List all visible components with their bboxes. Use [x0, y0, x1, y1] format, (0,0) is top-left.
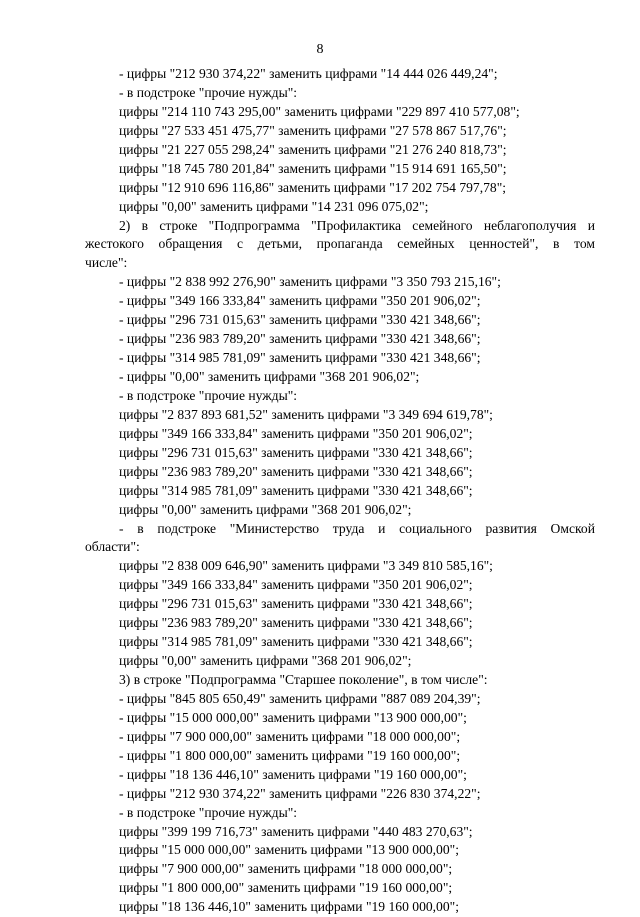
text-line: - в подстроке "прочие нужды": [119, 804, 298, 820]
text-line: цифры "0,00" заменить цифрами "368 201 906,02"; [119, 501, 412, 517]
text-line: цифры "18 136 446,10" заменить цифрами "19 160 000,00"; [119, 899, 459, 915]
text-line: цифры "349 166 333,84" заменить цифрами "350 201 906,02"; [119, 425, 473, 441]
document-body [85, 65, 595, 917]
text-line: - цифры "349 166 333,84" заменить цифрами "350 201 906,02"; [119, 293, 481, 309]
text-line: цифры "2 837 893 681,52" заменить цифрами "3 349 694 619,78"; [119, 406, 493, 422]
text-line: - в подстроке "прочие нужды": [119, 387, 298, 403]
text-line: - цифры "2 838 992 276,90" заменить цифрами "3 350 793 215,16"; [119, 274, 501, 290]
text-line: цифры "349 166 333,84" заменить цифрами "350 201 906,02"; [119, 577, 473, 593]
text-line: цифры "214 110 743 295,00" заменить цифрами "229 897 410 577,08"; [119, 103, 520, 119]
text-line: - цифры "1 800 000,00" заменить цифрами "19 160 000,00"; [119, 747, 461, 763]
page-number: 8 [316, 42, 324, 57]
text-line: - цифры "212 930 374,22" заменить цифрами "226 830 374,22"; [119, 785, 481, 801]
text-line: - цифры "0,00" заменить цифрами "368 201 906,02"; [119, 369, 420, 384]
text-line: цифры "21 227 055 298,24" заменить цифрами "21 276 240 818,73"; [119, 141, 507, 157]
text-line: 2) в строке "Подпрограмма "Профилактика семейного неблагополучия и [119, 217, 595, 233]
text-line: - в подстроке "прочие нужды": [119, 84, 298, 100]
text-line: числе": [85, 255, 128, 271]
text-line: - цифры "845 805 650,49" заменить цифрами "887 089 204,39"; [119, 690, 481, 706]
text-line: - цифры "15 000 000,00" заменить цифрами "13 900 000,00"; [119, 709, 467, 725]
text-line: цифры "15 000 000,00" заменить цифрами "13 900 000,00"; [119, 842, 459, 858]
text-line: - цифры "236 983 789,20" заменить цифрами "330 421 348,66"; [119, 331, 481, 347]
text-line: - цифры "7 900 000,00" заменить цифрами "18 000 000,00"; [119, 728, 461, 744]
text-line: цифры "399 199 716,73" заменить цифрами "440 483 270,63"; [119, 823, 473, 839]
text-line: цифры "7 900 000,00" заменить цифрами "18 000 000,00"; [119, 861, 453, 877]
text-line: цифры "236 983 789,20" заменить цифрами "330 421 348,66"; [119, 463, 473, 479]
text-line: цифры "18 745 780 201,84" заменить цифрами "15 914 691 165,50"; [119, 160, 507, 176]
text-line: цифры "1 800 000,00" заменить цифрами "19 160 000,00"; [119, 880, 453, 896]
text-line: цифры "0,00" заменить цифрами "368 201 906,02"; [119, 653, 412, 669]
text-line: - цифры "212 930 374,22" заменить цифрами "14 444 026 449,24"; [119, 66, 498, 81]
text-line: - цифры "296 731 015,63" заменить цифрами "330 421 348,66"; [119, 312, 481, 328]
text-line: цифры "296 731 015,63" заменить цифрами "330 421 348,66"; [119, 596, 473, 612]
text-line: - в подстроке "Министерство труда и социального развития Омской [119, 520, 595, 536]
text-line: - цифры "18 136 446,10" заменить цифрами "19 160 000,00"; [119, 766, 467, 782]
text-line: цифры "2 838 009 646,90" заменить цифрами "3 349 810 585,16"; [119, 558, 493, 574]
text-line: цифры "314 985 781,09" заменить цифрами "330 421 348,66"; [119, 634, 473, 650]
text-line: жестокого обращения с детьми, пропаганда семейных ценностей", в том [85, 236, 595, 252]
text-line: 3) в строке "Подпрограмма "Старшее поколение", в том числе": [119, 672, 488, 687]
text-line: цифры "0,00" заменить цифрами "14 231 096 075,02"; [119, 198, 429, 214]
text-line: - цифры "314 985 781,09" заменить цифрами "330 421 348,66"; [119, 350, 481, 366]
text-line: цифры "236 983 789,20" заменить цифрами "330 421 348,66"; [119, 615, 473, 631]
text-line: цифры "12 910 696 116,86" заменить цифрами "17 202 754 797,78"; [119, 179, 507, 195]
text-line: цифры "314 985 781,09" заменить цифрами "330 421 348,66"; [119, 482, 473, 498]
text-line: цифры "27 533 451 475,77" заменить цифрами "27 578 867 517,76"; [119, 122, 507, 138]
text-line: области": [85, 539, 140, 555]
text-line: цифры "296 731 015,63" заменить цифрами "330 421 348,66"; [119, 444, 473, 460]
